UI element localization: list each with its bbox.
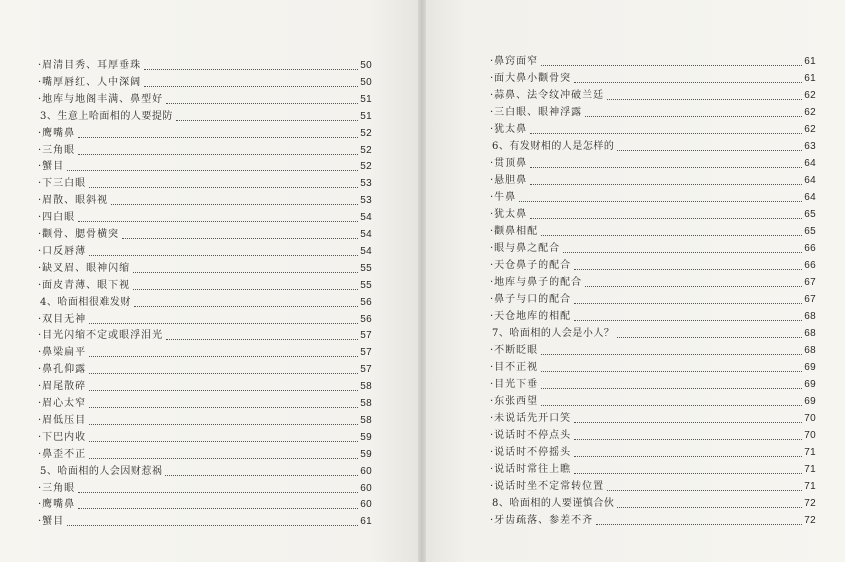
- toc-entry: [38, 124, 372, 140]
- toc-page-number: 70: [804, 413, 816, 424]
- toc-page-number: 61: [360, 516, 372, 528]
- toc-page-number: 58: [360, 398, 372, 409]
- toc-entry: [38, 360, 372, 376]
- toc-entry: [490, 511, 816, 527]
- toc-entry-title: ·眉尾散碎: [38, 381, 87, 393]
- toc-page-number: 72: [804, 515, 816, 526]
- dot-leader: [89, 458, 358, 459]
- toc-page-number: 67: [804, 294, 816, 305]
- dot-leader: [89, 424, 358, 425]
- toc-entry: [38, 479, 372, 495]
- toc-entry: [490, 69, 816, 85]
- dot-leader: [530, 184, 802, 185]
- toc-page-number: 57: [360, 364, 372, 376]
- toc-page-number: 58: [360, 381, 372, 393]
- toc-entry: [38, 445, 372, 461]
- dot-leader: [607, 99, 802, 100]
- toc-entry-title: ·天仓地库的相配: [490, 311, 572, 322]
- toc-entry: [38, 394, 372, 410]
- toc-page-number: 68: [804, 311, 816, 322]
- toc-entry: [490, 443, 816, 459]
- toc-page-number: 63: [804, 141, 816, 152]
- dot-leader: [134, 306, 358, 307]
- toc-entry-title: 8、哈面相的人要谨慎合伙: [492, 498, 615, 509]
- toc-entry-title: ·四白眼: [38, 212, 76, 224]
- dot-leader: [78, 221, 358, 222]
- toc-entry-title: ·三角眼: [38, 144, 76, 156]
- toc-entry-title: 6、有发财相的人是怎样的: [492, 141, 615, 152]
- dot-leader: [89, 441, 358, 442]
- toc-page-number: 51: [360, 93, 372, 105]
- toc-page-number: 59: [360, 448, 372, 460]
- dot-leader: [541, 388, 802, 389]
- toc-page-number: 64: [804, 175, 816, 186]
- toc-page-number: 62: [804, 124, 816, 135]
- toc-entry: [38, 242, 372, 258]
- toc-entry: [38, 73, 372, 89]
- toc-page-number: 53: [360, 178, 372, 190]
- toc-page-number: 66: [804, 243, 816, 254]
- toc-entry-title: ·鼻子与口的配合: [490, 294, 572, 305]
- toc-page-number: 60: [360, 482, 372, 494]
- dot-leader: [519, 201, 802, 202]
- toc-entry-title: 7、哈面相的人会是小人？: [492, 328, 615, 339]
- toc-entry-title: ·牛鼻: [490, 192, 517, 203]
- toc-entry-title: ·三角眼: [38, 482, 76, 494]
- dot-leader: [574, 82, 802, 83]
- toc-entry: [490, 273, 816, 289]
- toc-page-number: 52: [360, 161, 372, 173]
- toc-entry-title: ·蒜鼻、法令纹冲破兰廷: [490, 90, 605, 101]
- toc-entry: [38, 512, 372, 528]
- toc-entry: [38, 377, 372, 393]
- toc-entry-title: ·眉散、眼斜视: [38, 195, 109, 207]
- dot-leader: [541, 235, 802, 236]
- toc-entry: [490, 86, 816, 102]
- toc-entry: [38, 225, 372, 241]
- toc-entry-title: ·鹰嘴鼻: [38, 499, 76, 511]
- toc-entry: [38, 141, 372, 157]
- dot-leader: [617, 337, 802, 338]
- toc-entry: [490, 256, 816, 272]
- dot-leader: [78, 492, 358, 493]
- toc-entry-title: ·双目无神: [38, 313, 87, 325]
- dot-leader: [176, 120, 358, 121]
- dot-leader: [89, 407, 358, 408]
- toc-entry-title: ·鼻梁扁平: [38, 347, 87, 359]
- toc-entry: [490, 52, 816, 68]
- toc-entry-title: ·蟹目: [38, 161, 65, 173]
- toc-entry-title: ·说话时坐不定常转位置: [490, 481, 605, 492]
- toc-page-number: 64: [804, 192, 816, 203]
- toc-page-number: 71: [804, 447, 816, 458]
- dot-leader: [596, 524, 802, 525]
- toc-entry-title: 3、生意上哈面相的人要提防: [40, 110, 173, 122]
- toc-entry-title: ·眼与鼻之配合: [490, 243, 561, 254]
- toc-page-number: 51: [360, 110, 372, 122]
- dot-leader: [541, 405, 802, 406]
- toc-entry-title: ·不断眨眼: [490, 345, 539, 356]
- dot-leader: [574, 303, 802, 304]
- dot-leader: [144, 69, 358, 70]
- toc-section-heading: [492, 494, 816, 510]
- toc-entry-title: ·眉心太窄: [38, 398, 87, 409]
- dot-leader: [617, 507, 802, 508]
- toc-entry-title: ·颧骨、腮骨横突: [38, 229, 120, 240]
- toc-page-number: 58: [360, 414, 372, 426]
- toc-entry-title: ·天仓鼻子的配合: [490, 260, 572, 271]
- dot-leader: [574, 456, 802, 457]
- toc-entry-title: 4、哈面相很难发财: [40, 296, 131, 308]
- toc-page-number: 57: [360, 347, 372, 359]
- dot-leader: [530, 133, 802, 134]
- toc-section-heading: [40, 107, 372, 123]
- toc-page-number: 64: [804, 158, 816, 169]
- toc-page-number: 60: [360, 499, 372, 511]
- dot-leader: [144, 86, 358, 87]
- toc-entry: [38, 56, 372, 72]
- toc-entry: [490, 307, 816, 323]
- dot-leader: [122, 238, 358, 239]
- toc-entry: [490, 375, 816, 391]
- toc-page-number: 68: [804, 345, 816, 356]
- toc-entry-title: ·悬胆鼻: [490, 175, 528, 186]
- toc-section-heading: [40, 462, 372, 478]
- dot-leader: [133, 289, 358, 290]
- toc-page-number: 50: [360, 60, 372, 71]
- toc-entry: [38, 208, 372, 224]
- toc-entry: [490, 392, 816, 408]
- dot-leader: [563, 252, 802, 253]
- toc-entry-title: ·下三白眼: [38, 178, 87, 190]
- toc-section-heading: [492, 137, 816, 153]
- toc-entry-title: ·犹太鼻: [490, 124, 528, 135]
- toc-page-number: 61: [804, 56, 816, 67]
- toc-page-number: 62: [804, 107, 816, 118]
- toc-page-number: 66: [804, 260, 816, 271]
- toc-entry: [38, 428, 372, 444]
- dot-leader: [541, 65, 802, 66]
- toc-page-number: 53: [360, 195, 372, 207]
- toc-entry: [490, 205, 816, 221]
- toc-entry-title: ·未说话先开口笑: [490, 413, 572, 424]
- toc-entry-title: ·说话时不停摇头: [490, 447, 572, 458]
- dot-leader: [111, 204, 358, 205]
- toc-entry: [38, 411, 372, 427]
- toc-entry: [38, 310, 372, 326]
- dot-leader: [574, 439, 802, 440]
- toc-page-number: 55: [360, 279, 372, 291]
- toc-page-number: 69: [804, 362, 816, 373]
- toc-page-number: 68: [804, 328, 816, 339]
- toc-page-number: 71: [804, 464, 816, 475]
- toc-page-number: 55: [360, 262, 372, 274]
- toc-entry: [490, 341, 816, 357]
- dot-leader: [89, 187, 358, 188]
- dot-leader: [78, 508, 358, 509]
- dot-leader: [607, 490, 802, 491]
- dot-leader: [574, 320, 802, 321]
- toc-page-number: 61: [804, 73, 816, 84]
- toc-entry-title: ·蟹目: [38, 516, 65, 528]
- toc-entry-title: ·嘴厚唇红、人中深阔: [38, 76, 142, 88]
- book-gutter: [418, 0, 426, 562]
- dot-leader: [574, 422, 802, 423]
- dot-leader: [541, 371, 802, 372]
- toc-entry-title: ·面皮青薄、眼下视: [38, 279, 131, 291]
- toc-page-number: 54: [360, 229, 372, 240]
- dot-leader: [585, 286, 802, 287]
- toc-entry: [38, 343, 372, 359]
- toc-entry: [490, 239, 816, 255]
- toc-entry: [38, 90, 372, 106]
- toc-entry: [38, 326, 372, 342]
- dot-leader: [67, 170, 358, 171]
- toc-entry-title: ·鼻歪不正: [38, 448, 87, 460]
- toc-entry: [490, 222, 816, 238]
- dot-leader: [541, 354, 802, 355]
- toc-entry: [490, 460, 816, 476]
- dot-leader: [165, 475, 358, 476]
- dot-leader: [89, 356, 358, 357]
- toc-page-number: 69: [804, 396, 816, 407]
- toc-entry: [490, 154, 816, 170]
- toc-entry-title: ·目光闪缩不定或眼浮泪光: [38, 330, 164, 342]
- toc-entry-title: ·贯顶鼻: [490, 158, 528, 169]
- dot-leader: [585, 116, 802, 117]
- toc-page-number: 52: [360, 127, 372, 139]
- toc-entry-title: ·犹太鼻: [490, 209, 528, 220]
- dot-leader: [78, 154, 358, 155]
- toc-entry-title: ·三白眼、眼神浮露: [490, 107, 583, 118]
- toc-page-number: 72: [804, 498, 816, 509]
- toc-entry-title: ·地库与鼻子的配合: [490, 277, 583, 288]
- dot-leader: [530, 218, 802, 219]
- toc-entry-title: ·眉清目秀、耳厚垂珠: [38, 60, 142, 71]
- dot-leader: [89, 373, 358, 374]
- toc-entry: [38, 191, 372, 207]
- dot-leader: [574, 269, 802, 270]
- toc-entry-title: ·说话时常往上瞧: [490, 464, 572, 475]
- toc-entry: [490, 409, 816, 425]
- toc-entry-title: ·缺叉眉、眼神闪缩: [38, 262, 131, 274]
- toc-section-heading: [492, 324, 816, 340]
- toc-entry: [38, 276, 372, 292]
- toc-entry-title: ·目不正视: [490, 362, 539, 373]
- dot-leader: [89, 323, 358, 324]
- toc-page-number: 71: [804, 481, 816, 492]
- dot-leader: [166, 339, 358, 340]
- toc-entry: [38, 157, 372, 173]
- toc-entry: [490, 120, 816, 136]
- toc-entry: [490, 426, 816, 442]
- dot-leader: [89, 255, 358, 256]
- toc-entry-title: ·地库与地阁丰满、鼻型好: [38, 93, 164, 105]
- toc-entry-title: 5、哈面相的人会因财惹祸: [40, 465, 163, 477]
- toc-entry: [490, 188, 816, 204]
- toc-page-number: 67: [804, 277, 816, 288]
- dot-leader: [574, 473, 802, 474]
- toc-entry-title: ·目光下垂: [490, 379, 539, 390]
- toc-entry-title: ·鼻孔仰露: [38, 364, 87, 376]
- toc-page-number: 50: [360, 76, 372, 88]
- dot-leader: [67, 525, 358, 526]
- toc-page-number: 56: [360, 296, 372, 308]
- toc-entry: [38, 174, 372, 190]
- toc-page-number: 70: [804, 430, 816, 441]
- toc-page-number: 57: [360, 330, 372, 342]
- toc-page-number: 65: [804, 209, 816, 220]
- toc-entry: [490, 477, 816, 493]
- toc-entry-title: ·眉低压目: [38, 414, 87, 426]
- toc-section-heading: [40, 293, 372, 309]
- toc-entry: [490, 103, 816, 119]
- dot-leader: [617, 150, 802, 151]
- toc-entry-title: ·下巴内收: [38, 431, 87, 443]
- dot-leader: [166, 103, 358, 104]
- toc-page-number: 52: [360, 144, 372, 156]
- toc-entry: [38, 495, 372, 511]
- toc-entry: [490, 358, 816, 374]
- toc-entry-title: ·鹰嘴鼻: [38, 127, 76, 139]
- dot-leader: [89, 390, 358, 391]
- toc-entry-title: ·鼻窍面窄: [490, 56, 539, 67]
- toc-page-number: 56: [360, 313, 372, 325]
- toc-page-number: 59: [360, 431, 372, 443]
- toc-page-number: 60: [360, 465, 372, 477]
- toc-entry-title: ·东张西望: [490, 396, 539, 407]
- toc-entry-title: ·面大鼻小颧骨突: [490, 73, 572, 84]
- toc-page-number: 62: [804, 90, 816, 101]
- toc-page-number: 54: [360, 212, 372, 224]
- dot-leader: [78, 137, 358, 138]
- toc-entry-title: ·口反唇薄: [38, 245, 87, 257]
- toc-entry: [490, 290, 816, 306]
- toc-entry-title: ·牙齿疏落、参差不齐: [490, 515, 594, 526]
- toc-page-number: 69: [804, 379, 816, 390]
- toc-page-number: 65: [804, 226, 816, 237]
- dot-leader: [133, 272, 358, 273]
- toc-entry: [38, 259, 372, 275]
- toc-page-number: 54: [360, 245, 372, 257]
- toc-entry-title: ·说话时不停点头: [490, 430, 572, 441]
- toc-entry-title: ·颧鼻相配: [490, 226, 539, 237]
- dot-leader: [530, 167, 802, 168]
- toc-entry: [490, 171, 816, 187]
